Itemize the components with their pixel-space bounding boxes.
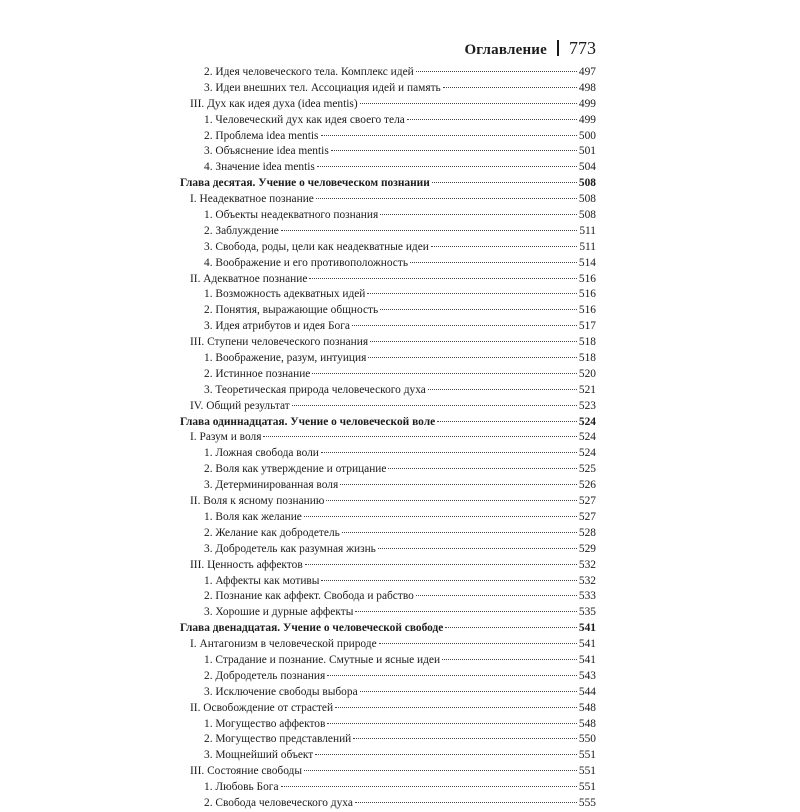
toc-entry-page: 499	[578, 113, 596, 126]
toc-subsection-entry	[180, 748, 596, 764]
dot-leader	[317, 166, 577, 167]
toc-entry-page: 526	[578, 479, 596, 492]
toc-entry-page: 535	[578, 606, 596, 619]
toc-entry-page: 521	[578, 383, 596, 396]
dot-leader	[304, 770, 577, 771]
toc-entry-page: 514	[578, 256, 596, 269]
toc-entry-page: 508	[578, 193, 596, 206]
toc-subsection-entry	[180, 256, 596, 272]
toc-entry-title: 3. Идеи внешних тел. Ассоциация идей и память	[204, 81, 441, 94]
toc-entry-page: 548	[578, 717, 596, 730]
toc-subsection-entry	[180, 287, 596, 303]
dot-leader	[416, 595, 577, 596]
toc-entry-title: 3. Исключение свободы выбора	[204, 685, 358, 698]
toc-entry-title: 3. Теоретическая природа человеческого духа	[204, 383, 426, 396]
toc-entry-page: 527	[578, 510, 596, 523]
toc-entry-page: 498	[578, 81, 596, 94]
dot-leader	[407, 119, 577, 120]
toc-entry-title: Глава десятая. Учение о человеческом познании	[180, 177, 430, 190]
toc-subsection-entry	[180, 383, 596, 399]
toc-section-entry	[180, 764, 596, 780]
dot-leader	[321, 580, 576, 581]
page-number: 773	[569, 38, 596, 58]
toc-subsection-entry	[180, 542, 596, 558]
dot-leader	[309, 278, 577, 279]
toc-entry-title: 2. Свобода человеческого духа	[204, 796, 353, 809]
toc-subsection-entry	[180, 240, 596, 256]
toc-section-entry	[180, 335, 596, 351]
toc-subsection-entry	[180, 478, 596, 494]
toc-entry-page: 529	[578, 542, 596, 555]
toc-subsection-entry	[180, 526, 596, 542]
toc-entry-title: 3. Добродетель как разумная жизнь	[204, 542, 376, 555]
toc-subsection-entry	[180, 303, 596, 319]
toc-subsection-entry	[180, 367, 596, 383]
dot-leader	[327, 675, 577, 676]
toc-entry-title: 4. Значение idea mentis	[204, 161, 315, 174]
toc-subsection-entry	[180, 796, 596, 812]
toc-entry-title: II. Воля к ясному познанию	[190, 495, 325, 508]
toc-entry-page: 541	[578, 622, 596, 635]
toc-subsection-entry	[180, 65, 596, 81]
toc-entry-title: 1. Объекты неадекватного познания	[204, 209, 379, 222]
toc-entry-title: II. Освобождение от страстей	[190, 701, 334, 714]
toc-entry-page: 525	[578, 463, 596, 476]
dot-leader	[326, 500, 577, 501]
toc-entry-title: IV. Общий результат	[190, 399, 290, 412]
toc-entry-page: 551	[578, 749, 596, 762]
toc-entry-page: 511	[579, 224, 596, 237]
toc-subsection-entry	[180, 732, 596, 748]
toc-entry-title: III. Дух как идея духа (idea mentis)	[190, 97, 358, 110]
toc-entry-page: 499	[578, 97, 596, 110]
toc-entry-title: 2. Познание как аффект. Свобода и рабство	[204, 590, 414, 603]
toc-subsection-entry	[180, 160, 596, 176]
toc-entry-page: 497	[578, 66, 596, 78]
toc-entry-title: 1. Человеческий дух как идея своего тела	[204, 113, 405, 126]
toc-subsection-entry	[180, 780, 596, 796]
toc-entry-page: 518	[578, 352, 596, 365]
dot-leader	[355, 611, 577, 612]
toc-section-entry	[180, 637, 596, 653]
toc-entry-page: 504	[578, 161, 596, 174]
toc-entry-title: II. Адекватное познание	[190, 272, 308, 285]
toc-subsection-entry	[180, 208, 596, 224]
toc-entry-title: Глава одиннадцатая. Учение о человеческой воле	[180, 415, 436, 428]
toc-entry-title: 2. Добродетель познания	[204, 669, 326, 682]
dot-leader	[368, 357, 577, 358]
toc-entry-title: 2. Воля как утверждение и отрицание	[204, 463, 387, 476]
toc-entry-page: 532	[578, 574, 596, 587]
toc-entry-page: 516	[578, 272, 596, 285]
toc-subsection-entry	[180, 351, 596, 367]
toc-entry-page: 555	[578, 796, 596, 809]
toc-entry-title: I. Разум и воля	[190, 431, 262, 444]
toc-entry-page: 524	[578, 415, 596, 428]
toc-subsection-entry	[180, 129, 596, 145]
toc-entry-page: 517	[578, 320, 596, 333]
dot-leader	[335, 707, 577, 708]
toc-entry-page: 500	[578, 129, 596, 142]
dot-leader	[292, 405, 577, 406]
toc-subsection-entry	[180, 144, 596, 160]
toc-entry-page: 532	[578, 558, 596, 571]
table-of-contents	[180, 65, 596, 812]
toc-entry-title: 3. Мощнейший объект	[204, 749, 314, 762]
dot-leader	[327, 723, 577, 724]
running-title: Оглавление	[464, 42, 547, 58]
toc-entry-title: 4. Воображение и его противоположность	[204, 256, 409, 269]
dot-leader	[360, 103, 577, 104]
toc-entry-page: 548	[578, 701, 596, 714]
dot-leader	[380, 214, 577, 215]
toc-entry-title: 2. Заблуждение	[204, 224, 279, 237]
toc-subsection-entry	[180, 462, 596, 478]
toc-entry-page: 527	[578, 495, 596, 508]
dot-leader	[352, 325, 577, 326]
toc-entry-page: 544	[578, 685, 596, 698]
dot-leader	[321, 135, 577, 136]
dot-leader	[340, 484, 577, 485]
toc-entry-page: 511	[579, 240, 596, 253]
dot-leader	[281, 786, 577, 787]
toc-chapter-entry	[180, 176, 596, 192]
toc-subsection-entry	[180, 574, 596, 590]
toc-section-entry	[180, 399, 596, 415]
toc-entry-title: 1. Ложная свобода воли	[204, 447, 319, 460]
toc-entry-title: 2. Могущество представлений	[204, 733, 352, 746]
toc-subsection-entry	[180, 653, 596, 669]
toc-entry-title: 2. Понятия, выражающие общность	[204, 304, 379, 317]
dot-leader	[331, 150, 577, 151]
page-header	[180, 38, 596, 60]
toc-section-entry	[180, 494, 596, 510]
toc-subsection-entry	[180, 589, 596, 605]
toc-entry-page: 516	[578, 304, 596, 317]
toc-entry-page: 508	[578, 209, 596, 222]
dot-leader	[379, 643, 577, 644]
toc-subsection-entry	[180, 81, 596, 97]
toc-entry-page: 524	[578, 431, 596, 444]
dot-leader	[380, 309, 577, 310]
dot-leader	[410, 262, 577, 263]
toc-section-entry	[180, 558, 596, 574]
dot-leader	[312, 373, 577, 374]
toc-subsection-entry	[180, 510, 596, 526]
toc-entry-title: 2. Идея человеческого тела. Комплекс идей	[204, 66, 414, 78]
dot-leader	[353, 738, 577, 739]
toc-entry-page: 518	[578, 336, 596, 349]
toc-chapter-entry	[180, 415, 596, 431]
dot-leader	[416, 71, 577, 72]
toc-entry-title: I. Неадекватное познание	[190, 193, 314, 206]
dot-leader	[342, 532, 577, 533]
dot-leader	[445, 627, 577, 628]
toc-section-entry	[180, 272, 596, 288]
dot-leader	[443, 87, 577, 88]
dot-leader	[315, 754, 577, 755]
toc-entry-title: 1. Воображение, разум, интуиция	[204, 352, 367, 365]
toc-entry-title: 1. Воля как желание	[204, 510, 302, 523]
toc-subsection-entry	[180, 717, 596, 733]
dot-leader	[431, 246, 577, 247]
toc-entry-page: 523	[578, 399, 596, 412]
dot-leader	[388, 468, 576, 469]
toc-entry-title: III. Состояние свободы	[190, 765, 303, 778]
dot-leader	[316, 198, 577, 199]
dot-leader	[437, 421, 577, 422]
toc-section-entry	[180, 192, 596, 208]
toc-entry-page: 516	[578, 288, 596, 301]
dot-leader	[442, 659, 577, 660]
toc-subsection-entry	[180, 113, 596, 129]
toc-entry-page: 501	[578, 145, 596, 158]
toc-subsection-entry	[180, 319, 596, 335]
toc-entry-page: 520	[578, 367, 596, 380]
dot-leader	[360, 691, 577, 692]
toc-entry-page: 551	[578, 765, 596, 778]
toc-entry-title: 2. Желание как добродетель	[204, 526, 340, 539]
dot-leader	[355, 802, 577, 803]
toc-entry-title: III. Ступени человеческого познания	[190, 336, 369, 349]
toc-entry-page: 508	[578, 177, 596, 190]
dot-leader	[378, 548, 577, 549]
dot-leader	[305, 564, 577, 565]
dot-leader	[263, 436, 576, 437]
toc-entry-page: 541	[578, 638, 596, 651]
toc-section-entry	[180, 430, 596, 446]
toc-section-entry	[180, 97, 596, 113]
dot-leader	[370, 341, 577, 342]
toc-entry-title: 2. Проблема idea mentis	[204, 129, 319, 142]
toc-chapter-entry	[180, 621, 596, 637]
toc-section-entry	[180, 701, 596, 717]
dot-leader	[281, 230, 577, 231]
toc-subsection-entry	[180, 224, 596, 240]
toc-subsection-entry	[180, 669, 596, 685]
toc-entry-title: 3. Объяснение idea mentis	[204, 145, 329, 158]
header-separator	[557, 40, 559, 56]
dot-leader	[428, 389, 577, 390]
toc-subsection-entry	[180, 446, 596, 462]
toc-entry-title: III. Ценность аффектов	[190, 558, 303, 571]
toc-entry-title: 1. Аффекты как мотивы	[204, 574, 320, 587]
toc-entry-title: 1. Могущество аффектов	[204, 717, 326, 730]
toc-entry-title: 1. Возможность адекватных идей	[204, 288, 366, 301]
toc-entry-title: 3. Хорошие и дурные аффекты	[204, 606, 354, 619]
toc-entry-page: 551	[578, 781, 596, 794]
toc-entry-title: 3. Идея атрибутов и идея Бога	[204, 320, 350, 333]
toc-entry-title: 2. Истинное познание	[204, 367, 311, 380]
toc-entry-page: 528	[578, 526, 596, 539]
toc-entry-title: 1. Любовь Бога	[204, 781, 279, 794]
dot-leader	[321, 452, 577, 453]
toc-entry-page: 541	[578, 653, 596, 666]
toc-entry-page: 524	[578, 447, 596, 460]
toc-entry-title: 3. Детерминированная воля	[204, 479, 339, 492]
toc-entry-title: 1. Страдание и познание. Смутные и ясные идеи	[204, 653, 441, 666]
dot-leader	[432, 182, 577, 183]
toc-entry-page: 533	[578, 590, 596, 603]
dot-leader	[367, 293, 577, 294]
toc-entry-title: I. Антагонизм в человеческой природе	[190, 638, 377, 651]
toc-entry-title: Глава двенадцатая. Учение о человеческой свободе	[180, 622, 444, 635]
toc-subsection-entry	[180, 685, 596, 701]
toc-entry-title: 3. Свобода, роды, цели как неадекватные идеи	[204, 240, 429, 253]
dot-leader	[304, 516, 577, 517]
toc-entry-page: 543	[578, 669, 596, 682]
toc-entry-page: 550	[578, 733, 596, 746]
toc-subsection-entry	[180, 605, 596, 621]
